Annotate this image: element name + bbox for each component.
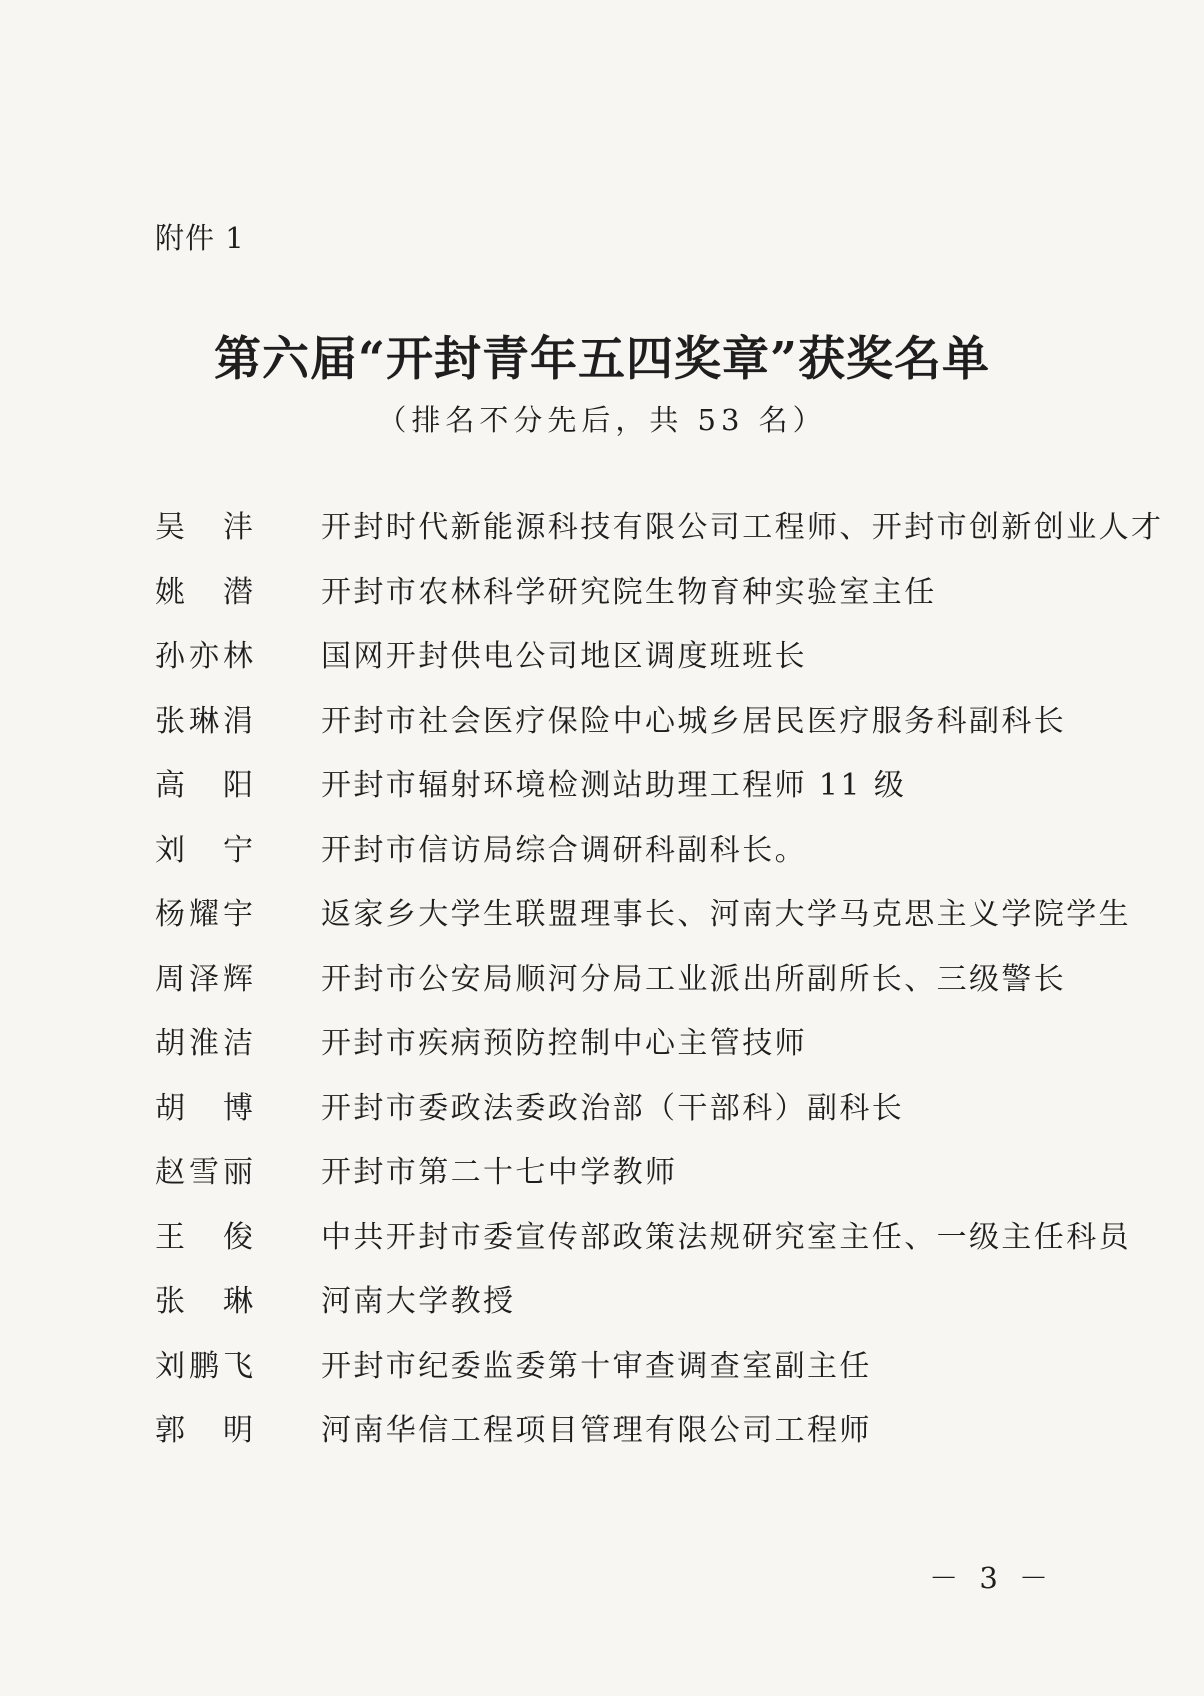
awardee-title: 河南大学教授 bbox=[321, 1284, 516, 1319]
award-entry bbox=[155, 1282, 1095, 1347]
awardee-name: 姚 潜 bbox=[155, 574, 255, 610]
awardee-name: 刘 宁 bbox=[155, 832, 255, 868]
award-entry bbox=[155, 1347, 1095, 1412]
award-entry bbox=[155, 1089, 1095, 1154]
awardee-name: 王 俊 bbox=[155, 1219, 255, 1255]
awardee-title: 中共开封市委宣传部政策法规研究室主任、一级主任科员 bbox=[321, 1219, 1131, 1255]
awardee-name: 张琳涓 bbox=[155, 703, 255, 739]
awardee-name: 高 阳 bbox=[155, 768, 255, 803]
awardee-name: 张 琳 bbox=[155, 1284, 255, 1319]
awardee-title: 河南华信工程项目管理有限公司工程师 bbox=[321, 1413, 872, 1448]
award-entry bbox=[155, 1153, 1095, 1218]
award-entry bbox=[155, 508, 1164, 573]
award-list bbox=[155, 508, 1164, 1476]
awardee-name: 周泽辉 bbox=[155, 961, 255, 997]
awardee-name: 孙亦林 bbox=[155, 639, 255, 674]
document-title: 第六届“开封青年五四奖章”获奖名单 bbox=[213, 332, 991, 387]
awardee-title: 开封市公安局顺河分局工业派出所副所长、三级警长 bbox=[321, 961, 1067, 997]
awardee-name: 胡淮洁 bbox=[155, 1026, 255, 1061]
awardee-title: 开封市社会医疗保险中心城乡居民医疗服务科副科长 bbox=[321, 703, 1067, 739]
awardee-title: 开封市辐射环境检测站助理工程师 11 级 bbox=[321, 768, 907, 803]
awardee-name: 赵雪丽 bbox=[155, 1155, 255, 1190]
award-entry bbox=[155, 1411, 1095, 1476]
award-entry bbox=[155, 702, 1095, 767]
awardee-name: 杨耀宇 bbox=[155, 897, 255, 932]
awardee-name: 吴 沣 bbox=[155, 510, 255, 545]
awardee-name: 刘鹏飞 bbox=[155, 1348, 255, 1384]
award-entry bbox=[155, 831, 1095, 896]
awardee-name: 胡 博 bbox=[155, 1090, 255, 1126]
award-entry bbox=[155, 1218, 1131, 1283]
awardee-title: 开封市委政法委政治部（干部科）副科长 bbox=[321, 1090, 905, 1126]
award-entry bbox=[155, 573, 1095, 638]
award-entry bbox=[155, 895, 1131, 960]
awardee-title: 开封时代新能源科技有限公司工程师、开封市创新创业人才 bbox=[321, 510, 1164, 545]
document-subtitle: （排名不分先后，共 53 名） bbox=[377, 403, 827, 437]
page-number: － 3 － bbox=[929, 1561, 1054, 1595]
awardee-title: 开封市第二十七中学教师 bbox=[321, 1155, 678, 1190]
awardee-title: 返家乡大学生联盟理事长、河南大学马克思主义学院学生 bbox=[321, 897, 1131, 932]
award-entry bbox=[155, 960, 1095, 1025]
award-entry bbox=[155, 637, 1095, 702]
awardee-name: 郭 明 bbox=[155, 1413, 255, 1448]
awardee-title: 开封市信访局综合调研科副科长。 bbox=[321, 832, 807, 868]
awardee-title: 开封市农林科学研究院生物育种实验室主任 bbox=[321, 574, 937, 610]
award-entry bbox=[155, 1024, 1095, 1089]
awardee-title: 国网开封供电公司地区调度班班长 bbox=[321, 639, 807, 674]
awardee-title: 开封市纪委监委第十审查调查室副主任 bbox=[321, 1348, 872, 1384]
awardee-title: 开封市疾病预防控制中心主管技师 bbox=[321, 1026, 807, 1061]
attachment-label: 附件 1 bbox=[155, 221, 245, 255]
award-entry bbox=[155, 766, 1095, 831]
